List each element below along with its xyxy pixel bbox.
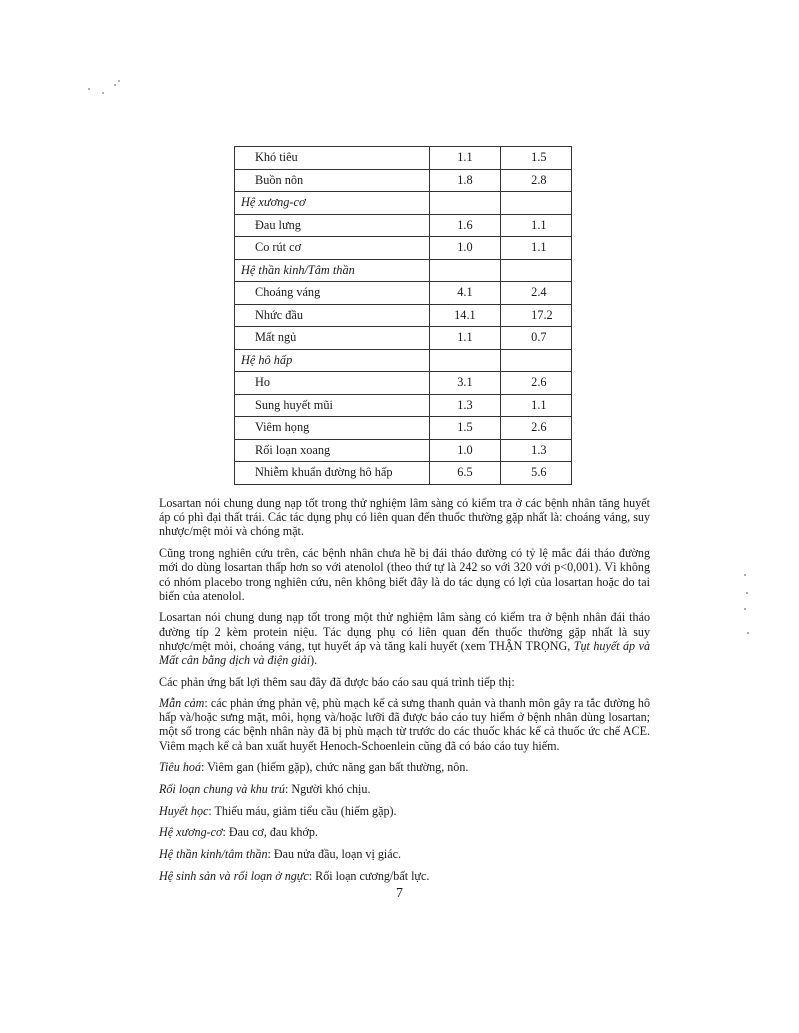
paragraph-lvh: Losartan nói chung dung nạp tốt trong thử nghiệm lâm sàng có kiểm tra ở các bệnh nhân tăng huyết áp có phì đại thất trái. Các tác dụng phụ có liên quan đến thuốc thường gặp nhất là: choáng váng, suy nhược/mệt mỏi và chóng mặt.	[159, 496, 650, 539]
value-cell-1: 4.1	[429, 282, 501, 305]
adverse-effects-table	[234, 146, 572, 485]
paragraph-general: Rối loạn chung và khu trú: Người khó chịu.	[159, 781, 371, 796]
paragraph-neuro: Hệ thần kinh/tâm thần: Đau nửa đầu, loạn vị giác.	[159, 847, 401, 862]
value-cell-1: 1.6	[429, 214, 501, 237]
row-label: Sung huyết mũi	[235, 394, 430, 417]
value-cell-2: 1.3	[501, 439, 572, 462]
scan-specks	[88, 78, 128, 98]
empty-cell	[501, 259, 572, 282]
value-cell-2: 5.6	[501, 462, 572, 485]
paragraph-gastro: Tiêu hoá: Viêm gan (hiếm gặp), chức năng gan bất thường, nôn.	[159, 760, 469, 775]
empty-cell	[429, 349, 501, 372]
value-cell-2: 2.8	[501, 169, 572, 192]
table-row	[235, 147, 572, 170]
value-cell-1: 3.1	[429, 372, 501, 395]
table-row	[235, 282, 572, 305]
row-label: Choáng váng	[235, 282, 430, 305]
value-cell-2: 2.6	[501, 417, 572, 440]
value-cell-1: 14.1	[429, 304, 501, 327]
table-group-row	[235, 349, 572, 372]
table-row	[235, 462, 572, 485]
table-row	[235, 304, 572, 327]
value-cell-2: 1.1	[501, 214, 572, 237]
value-cell-2: 1.1	[501, 394, 572, 417]
value-cell-1: 1.5	[429, 417, 501, 440]
group-label: Hệ xương-cơ	[235, 192, 430, 215]
empty-cell	[429, 259, 501, 282]
value-cell-1: 1.1	[429, 327, 501, 350]
row-label: Ho	[235, 372, 430, 395]
body-text	[159, 496, 650, 890]
row-label: Viêm họng	[235, 417, 430, 440]
value-cell-1: 1.3	[429, 394, 501, 417]
value-cell-1: 6.5	[429, 462, 501, 485]
empty-cell	[501, 192, 572, 215]
paragraph-reproductive: Hệ sinh sản và rối loạn ở ngực: Rối loạn cương/bất lực.	[159, 868, 430, 883]
row-label: Buồn nôn	[235, 169, 430, 192]
value-cell-2: 2.4	[501, 282, 572, 305]
table-row	[235, 417, 572, 440]
row-label: Co rút cơ	[235, 237, 430, 260]
table-row	[235, 372, 572, 395]
table-row	[235, 327, 572, 350]
value-cell-1: 1.1	[429, 147, 501, 170]
value-cell-2: 17.2	[501, 304, 572, 327]
empty-cell	[429, 192, 501, 215]
group-label: Hệ hô hấp	[235, 349, 430, 372]
page-number: 7	[396, 886, 403, 901]
value-cell-1: 1.8	[429, 169, 501, 192]
value-cell-1: 1.0	[429, 237, 501, 260]
empty-cell	[501, 349, 572, 372]
adverse-effects-table-body	[235, 147, 572, 485]
table-group-row	[235, 259, 572, 282]
value-cell-2: 1.5	[501, 147, 572, 170]
table-row	[235, 394, 572, 417]
row-label: Rối loạn xoang	[235, 439, 430, 462]
value-cell-2: 1.1	[501, 237, 572, 260]
row-label: Mất ngủ	[235, 327, 430, 350]
table-row	[235, 237, 572, 260]
table-row	[235, 169, 572, 192]
paragraph-hematology: Huyết học: Thiếu máu, giảm tiểu cầu (hiếm gặp).	[159, 803, 397, 818]
row-label: Nhiễm khuẩn đường hô hấp	[235, 462, 430, 485]
paragraph-diabetes: Cũng trong nghiên cứu trên, các bệnh nhân chưa hề bị đái tháo đường có tỷ lệ mắc đái tháo đường mới do dùng losartan thấp hơn so với atenolol (theo thứ tự là 242 so với 320 với p<0,001). Vì không có nhóm placebo trong nghiên cứu, nên không biết đây là do tác dụng có lợi của losartan hoặc do tai biến của atenolol.	[159, 546, 650, 603]
paragraph-postmarketing: Các phản ứng bất lợi thêm sau đây đã được báo cáo sau quá trình tiếp thị:	[159, 674, 515, 689]
row-label: Khó tiêu	[235, 147, 430, 170]
row-label: Đau lưng	[235, 214, 430, 237]
row-label: Nhức đầu	[235, 304, 430, 327]
paragraph-hypersensitivity: Mẫn cảm: các phản ứng phản vệ, phù mạch kể cả sưng thanh quản và thanh môn gây ra tắc đường hô hấp và/hoặc sưng mặt, môi, họng và/hoặc lưỡi đã được báo cáo tuy hiếm ở bệnh nhân dùng losartan; một số trong các bệnh nhân này đã bị phù mạch từ trước do các thuốc khác kể cả thuốc ức chế ACE. Viêm mạch kể cả ban xuất huyết Henoch-Schoenlein cũng đã có báo cáo tuy hiếm.	[159, 695, 651, 753]
value-cell-2: 2.6	[501, 372, 572, 395]
value-cell-2: 0.7	[501, 327, 572, 350]
scan-side-marks	[744, 574, 764, 654]
value-cell-1: 1.0	[429, 439, 501, 462]
table-group-row	[235, 192, 572, 215]
table-row	[235, 214, 572, 237]
table-row	[235, 439, 572, 462]
paragraph-musculoskeletal: Hệ xương-cơ: Đau cơ, đau khớp.	[159, 825, 318, 840]
group-label: Hệ thần kinh/Tâm thần	[235, 259, 430, 282]
paragraph-type2-diabetes: Losartan nói chung dung nạp tốt trong một thử nghiệm lâm sàng có kiểm tra ở bệnh nhân đái tháo đường típ 2 kèm protein niệu. Tác dụng phụ có liên quan đến thuốc thường gặp nhất là suy nhược/mệt mỏi, choáng váng, tụt huyết áp và tăng kali huyết (xem THẬN TRỌNG, Tụt huyết áp và Mất cân bằng dịch và điện giải).	[159, 610, 650, 668]
